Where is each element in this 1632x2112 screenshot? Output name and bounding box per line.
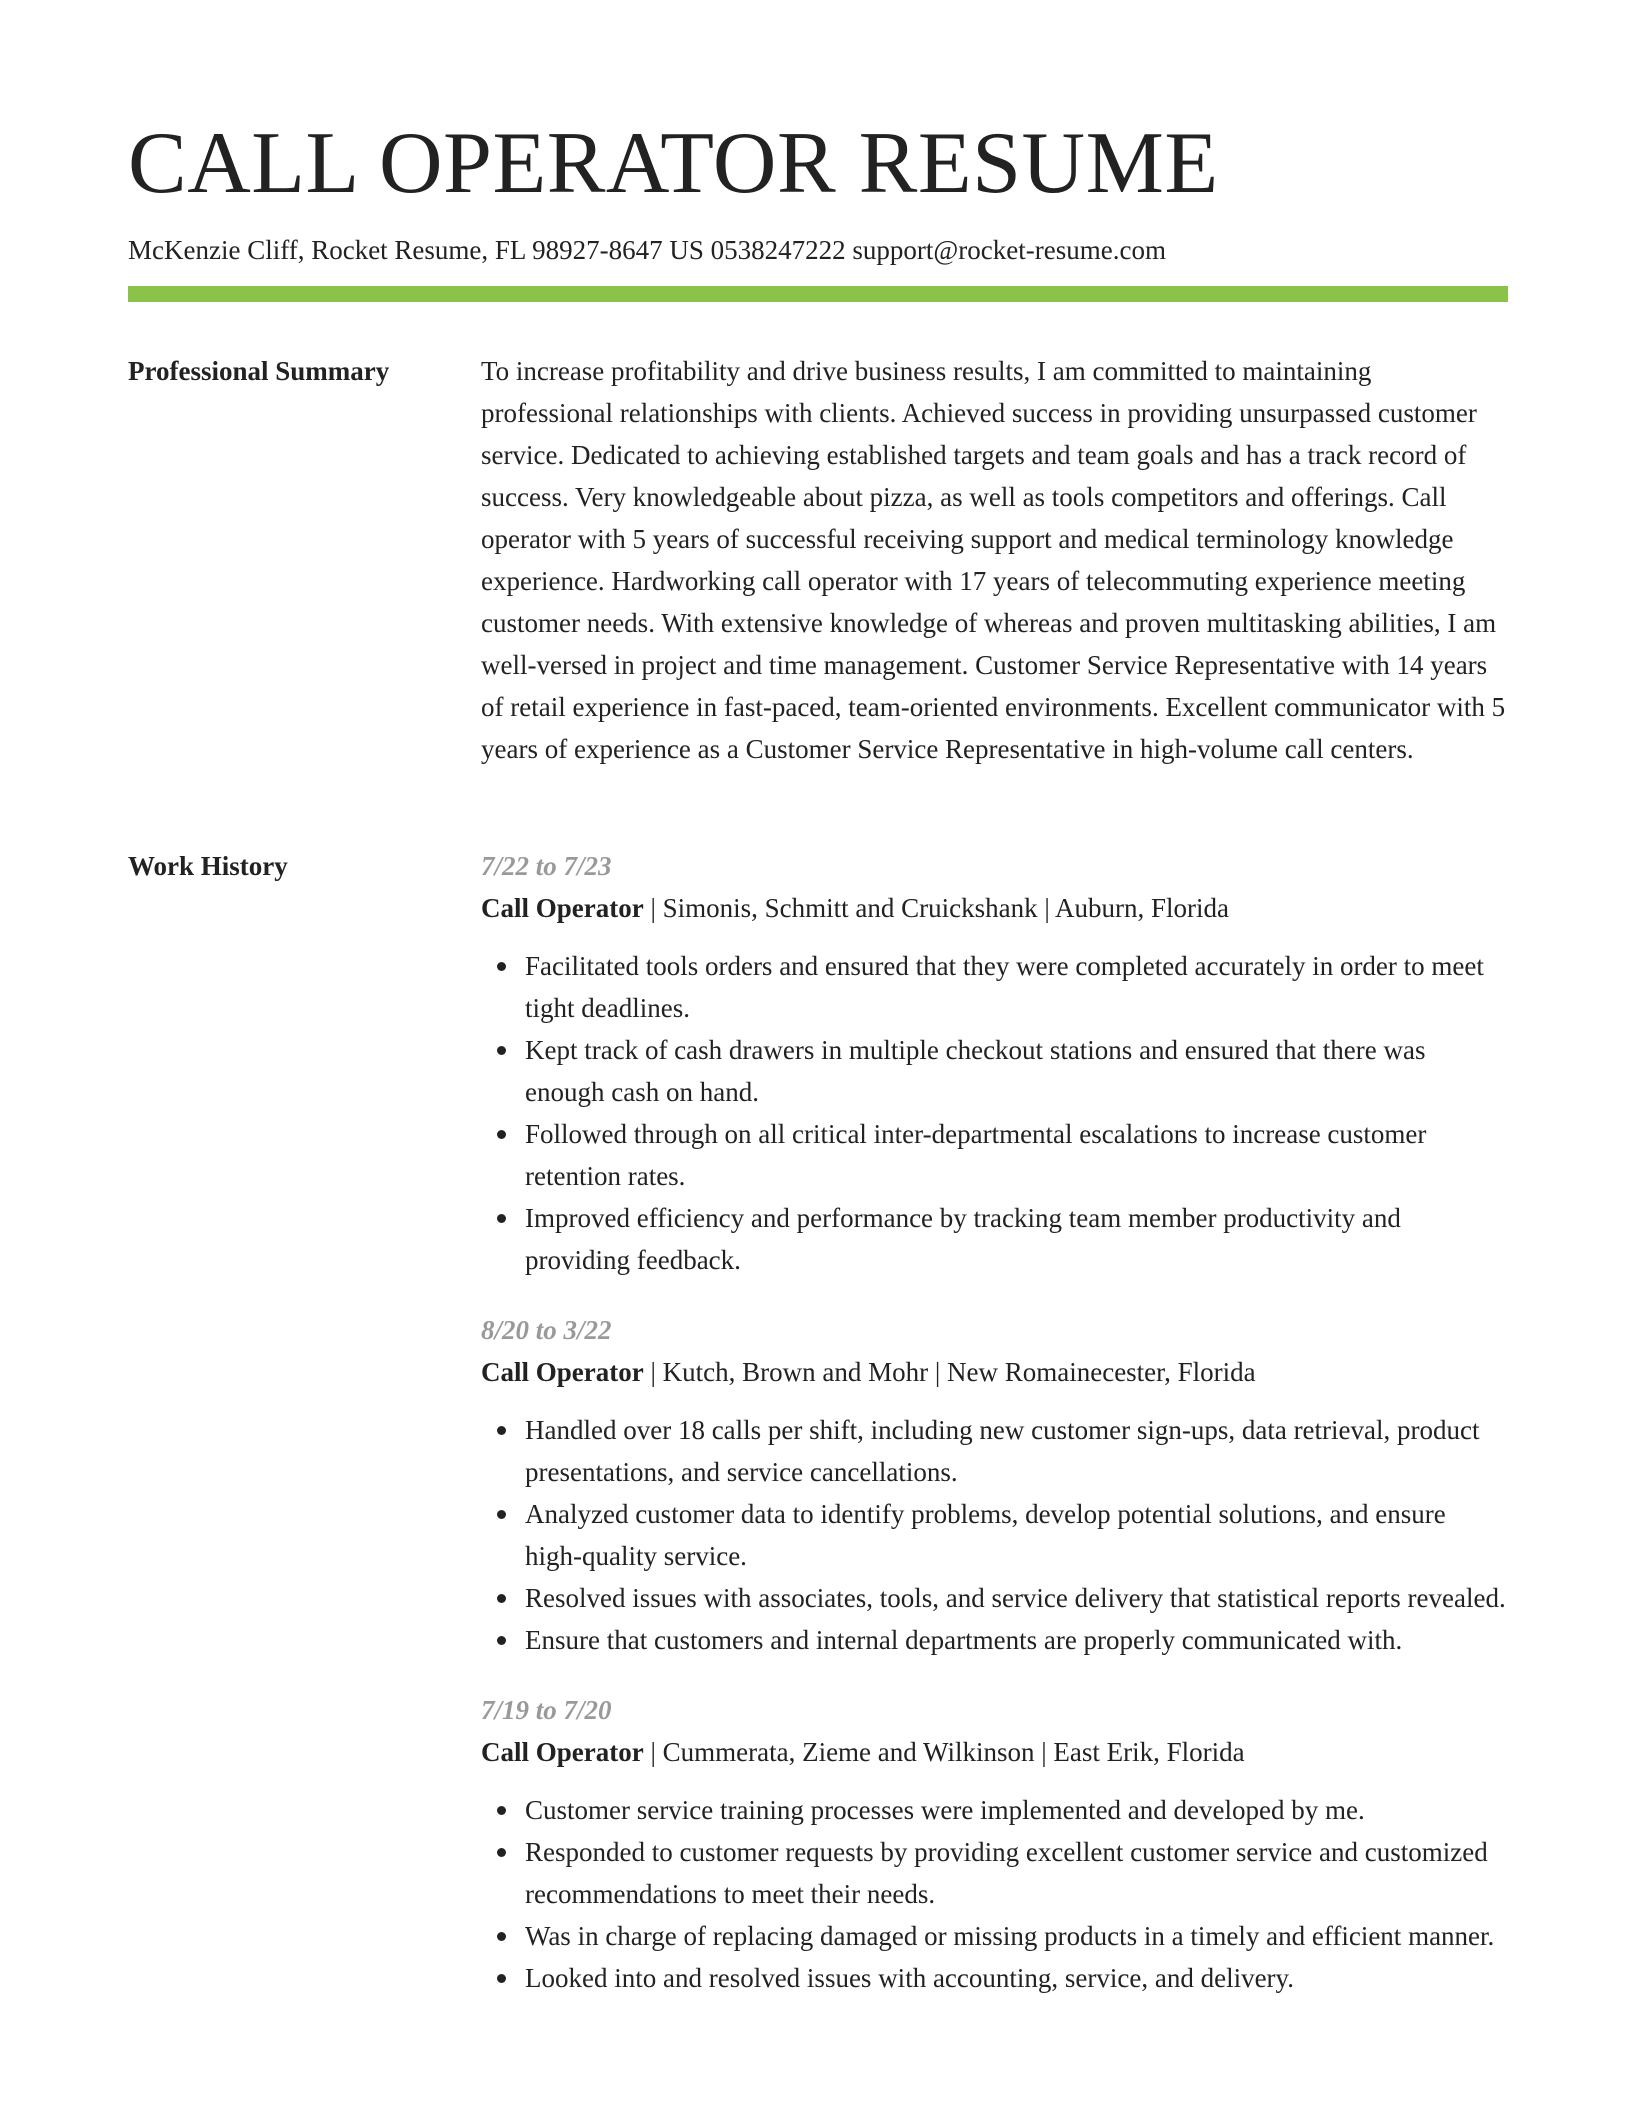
job-bullet-list [481,1409,1508,1661]
bullet-icon [497,962,506,971]
bullet-icon [497,1214,506,1223]
contact-info: McKenzie Cliff, Rocket Resume, FL 98927-8647 US 0538247222 support@rocket-resume.com [128,235,1166,265]
job-entry [481,845,1508,1281]
job-bullet-list [481,945,1508,1281]
job-bullet-text: Responded to customer requests by providing excellent customer service and customized recommendations to meet their needs. [525,1837,1488,1909]
job-entry [481,1309,1508,1661]
job-bullet-text: Was in charge of replacing damaged or missing products in a timely and efficient manner. [525,1921,1495,1951]
job-heading [481,1731,1508,1773]
bullet-icon [497,1046,506,1055]
job-bullet [481,1831,1508,1915]
bullet-icon [497,1426,506,1435]
job-details: | Kutch, Brown and Mohr | New Romainecester, Florida [643,1357,1256,1387]
job-dates: 7/19 to 7/20 [481,1695,612,1725]
job-entry [481,1689,1508,1999]
bullet-icon [497,1848,506,1857]
job-bullet-text: Improved efficiency and performance by tracking team member productivity and providing feedback. [525,1203,1401,1275]
bullet-icon [497,1636,506,1645]
job-bullet [481,1619,1508,1661]
job-details: | Cummerata, Zieme and Wilkinson | East Erik, Florida [643,1737,1245,1767]
bullet-icon [497,1806,506,1815]
bullet-icon [497,1974,506,1983]
job-heading [481,887,1508,929]
bullet-icon [497,1594,506,1603]
resume-title: CALL OPERATOR RESUME [128,115,1219,212]
work-history-body [481,845,1508,2027]
section-label-summary: Professional Summary [128,356,390,386]
job-bullet-list [481,1789,1508,1999]
bullet-icon [497,1510,506,1519]
bullet-icon [497,1932,506,1941]
job-dates: 7/22 to 7/23 [481,851,612,881]
job-heading [481,1351,1508,1393]
job-bullet-text: Customer service training processes were implemented and developed by me. [525,1795,1365,1825]
job-bullet-text: Resolved issues with associates, tools, and service delivery that statistical reports revealed. [525,1583,1506,1613]
job-bullet-text: Looked into and resolved issues with accounting, service, and delivery. [525,1963,1295,1993]
job-bullet-text: Handled over 18 calls per shift, including new customer sign-ups, data retrieval, product presentations, and service cancellations. [525,1415,1480,1487]
job-bullet-text: Analyzed customer data to identify problems, develop potential solutions, and ensure high-quality service. [525,1499,1446,1571]
job-bullet [481,1113,1508,1197]
job-bullet [481,1029,1508,1113]
bullet-icon [497,1130,506,1139]
job-bullet-text: Kept track of cash drawers in multiple checkout stations and ensured that there was enough cash on hand. [525,1035,1426,1107]
job-bullet [481,1197,1508,1281]
job-bullet [481,1493,1508,1577]
job-bullet [481,945,1508,1029]
job-dates: 8/20 to 3/22 [481,1315,612,1345]
job-title: Call Operator [481,1737,644,1767]
job-bullet [481,1789,1508,1831]
job-bullet [481,1577,1508,1619]
job-bullet [481,1915,1508,1957]
job-bullet [481,1957,1508,1999]
job-bullet [481,1409,1508,1493]
job-bullet-text: Facilitated tools orders and ensured that they were completed accurately in order to meet tight deadlines. [525,951,1484,1023]
job-bullet-text: Followed through on all critical inter-departmental escalations to increase customer retention rates. [525,1119,1427,1191]
job-title: Call Operator [481,893,644,923]
job-bullet-text: Ensure that customers and internal departments are properly communicated with. [525,1625,1403,1655]
summary-body [481,350,1508,770]
header-accent-rule [128,286,1508,302]
job-title: Call Operator [481,1357,644,1387]
section-label-work-history: Work History [128,851,288,881]
summary-text: To increase profitability and drive business results, I am committed to maintaining professional relationships with clients. Achieved success in providing unsurpassed customer service. Dedicated to achieving established targets and team goals and has a track record of success. Very knowledgeable about pizza, as well as tools competitors and offerings. Call operator with 5 years of successful receiving support and medical terminology knowledge experience. Hardworking call operator with 17 years of telecommuting experience meeting customer needs. With extensive knowledge of whereas and proven multitasking abilities, I am well-versed in project and time management. Customer Service Representative with 14 years of retail experience in fast-paced, team-oriented environments. Excellent communicator with 5 years of experience as a Customer Service Representative in high-volume call centers. [481,356,1506,764]
job-details: | Simonis, Schmitt and Cruickshank | Auburn, Florida [643,893,1230,923]
